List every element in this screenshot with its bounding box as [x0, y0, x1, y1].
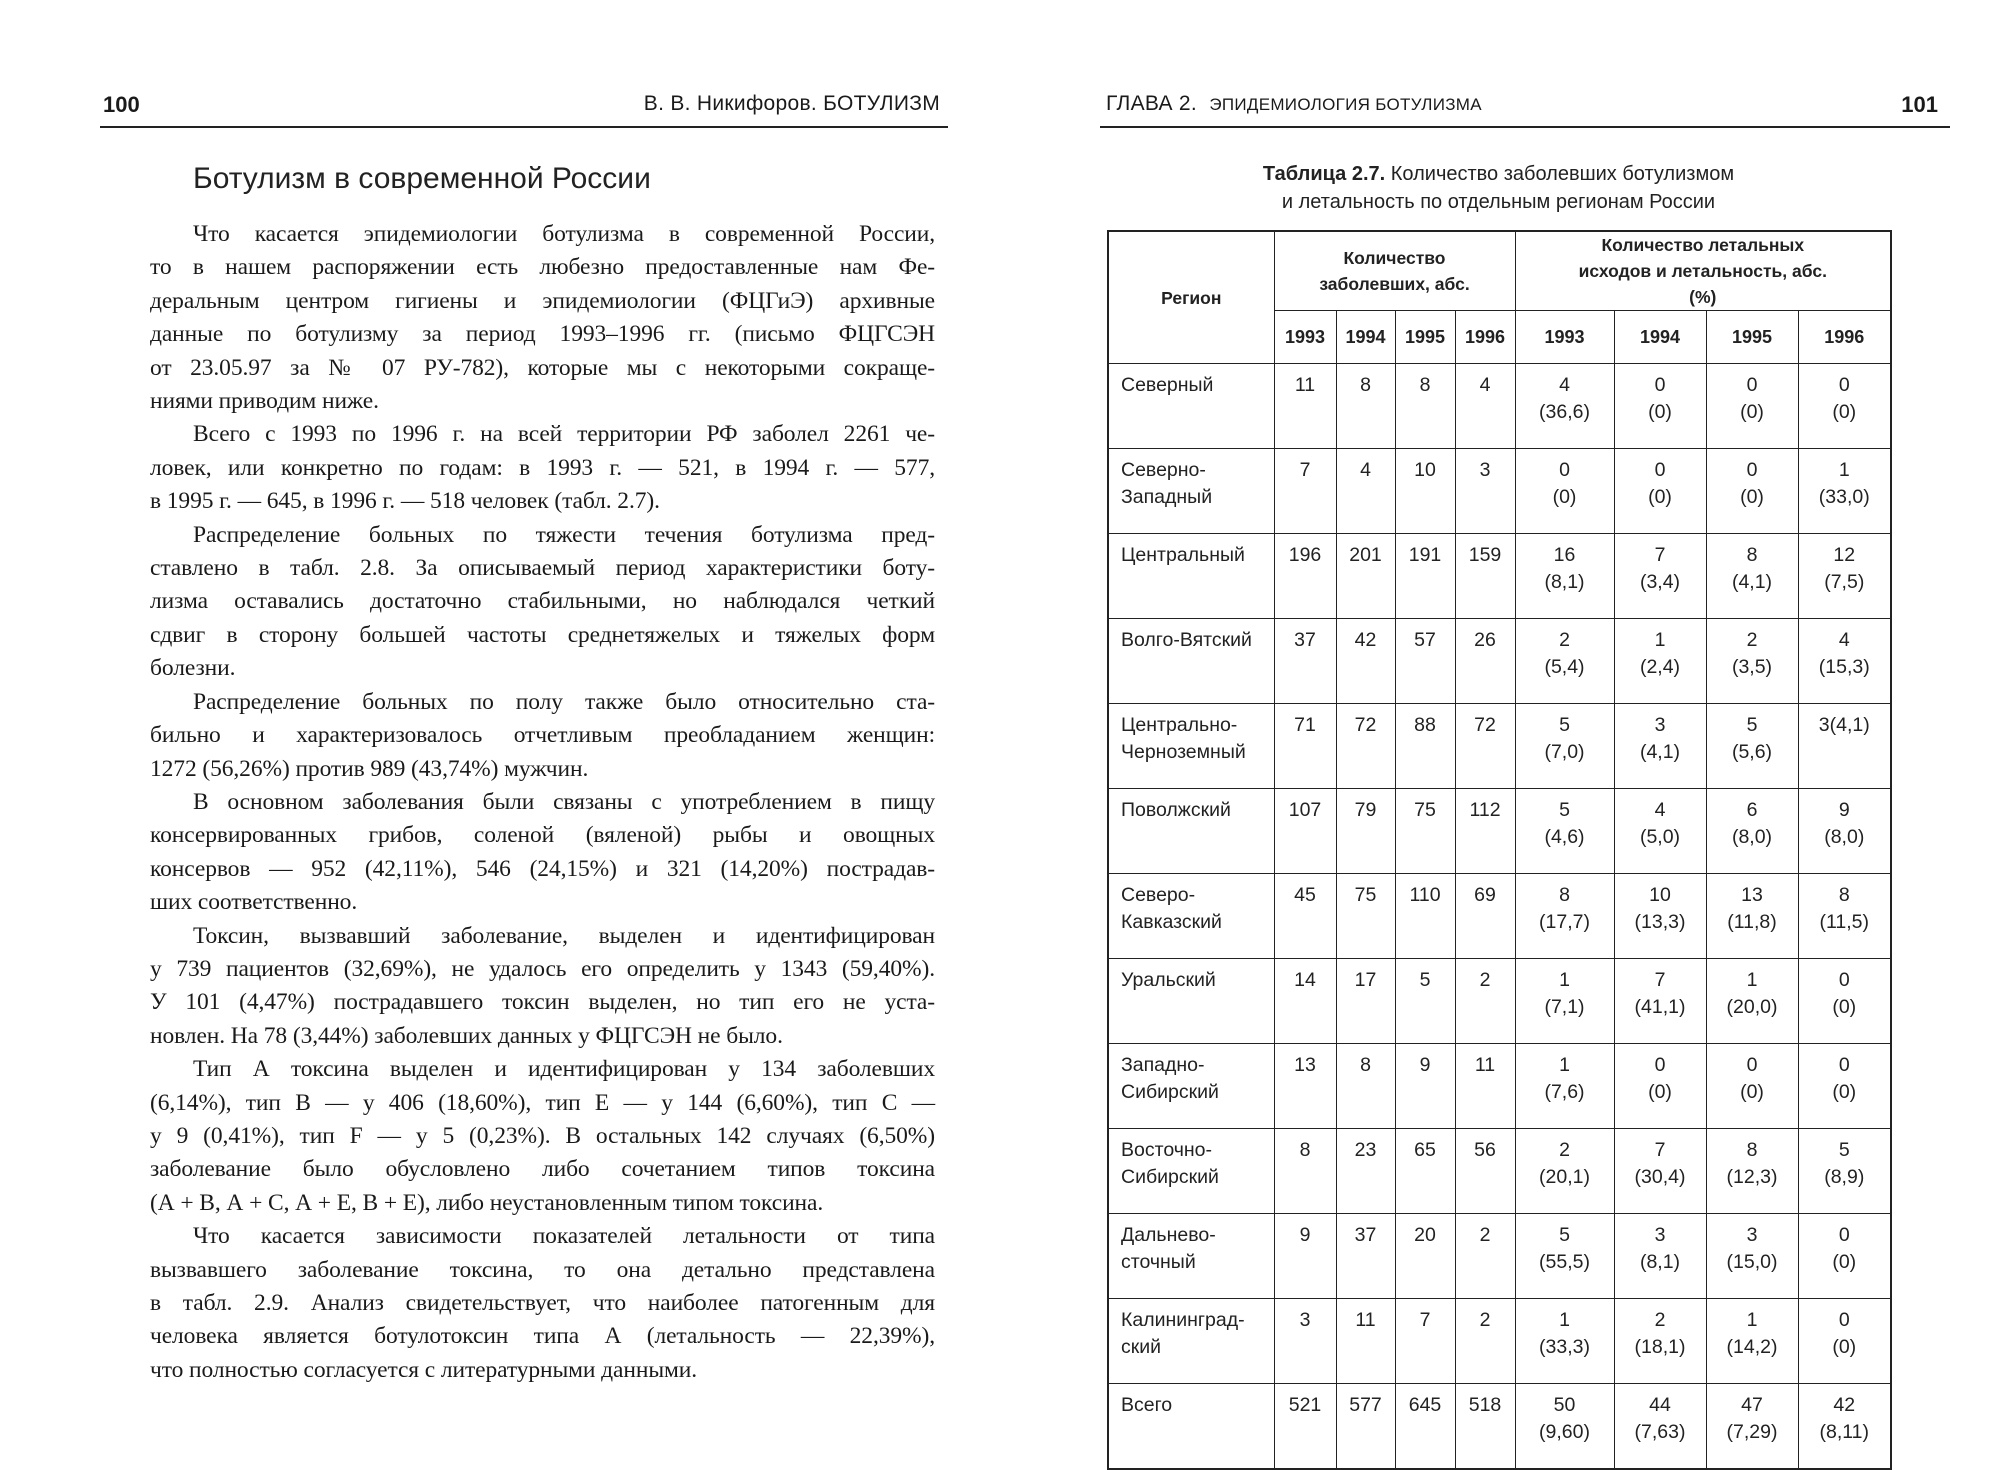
cases-cell: 4 [1336, 449, 1395, 534]
region-cell: Калининград- ский [1108, 1299, 1274, 1384]
cases-cell: 75 [1395, 789, 1455, 874]
deaths-cell: 5 (4,6) [1515, 789, 1614, 874]
deaths-cell: 0 (0) [1614, 1044, 1706, 1129]
deaths-cell: 1 (7,1) [1515, 959, 1614, 1044]
cases-cell: 2 [1455, 1214, 1515, 1299]
table-row [1108, 704, 1891, 789]
deaths-cell: 44 (7,63) [1614, 1384, 1706, 1470]
deaths-year-header: 1993 [1515, 311, 1614, 364]
deaths-cell: 7 (41,1) [1614, 959, 1706, 1044]
cases-cell: 577 [1336, 1384, 1395, 1470]
cases-cell: 3 [1455, 449, 1515, 534]
deaths-cell: 8 (11,5) [1798, 874, 1891, 959]
deaths-cell: 2 (3,5) [1706, 619, 1798, 704]
region-cell: Уральский [1108, 959, 1274, 1044]
deaths-cell: 7 (30,4) [1614, 1129, 1706, 1214]
deaths-cell: 3 (8,1) [1614, 1214, 1706, 1299]
text-line: данные по ботулизму за период 1993–1996 гг. (письмо ФЦГСЭН [150, 321, 935, 348]
deaths-cell: 1 (14,2) [1706, 1299, 1798, 1384]
cases-cell: 11 [1336, 1299, 1395, 1384]
deaths-cell: 13 (11,8) [1706, 874, 1798, 959]
text-line: Распределение больных по тяжести течения ботулизма пред- [193, 521, 935, 548]
table-row [1108, 1299, 1891, 1384]
table-row [1108, 1214, 1891, 1299]
cases-cell: 75 [1336, 874, 1395, 959]
cases-cell: 112 [1455, 789, 1515, 874]
cases-cell: 4 [1455, 364, 1515, 449]
deaths-cell: 2 (20,1) [1515, 1129, 1614, 1214]
region-cell: Волго-Вятский [1108, 619, 1274, 704]
deaths-cell: 0 (0) [1798, 364, 1891, 449]
text-line: У 101 (4,47%) пострадавшего токсин выделен, но тип его не уста- [150, 989, 935, 1016]
table-row [1108, 789, 1891, 874]
cases-year-header: 1994 [1336, 311, 1395, 364]
deaths-cell: 8 (4,1) [1706, 534, 1798, 619]
deaths-cell: 4 (36,6) [1515, 364, 1614, 449]
deaths-cell: 4 (15,3) [1798, 619, 1891, 704]
deaths-cell: 1 (33,3) [1515, 1299, 1614, 1384]
table-row [1108, 364, 1891, 449]
cases-cell: 56 [1455, 1129, 1515, 1214]
chapter-label: ГЛАВА 2. [1106, 92, 1198, 115]
deaths-cell: 0 (0) [1706, 364, 1798, 449]
cases-cell: 9 [1274, 1214, 1336, 1299]
caption-label: Таблица 2.7. [1262, 163, 1386, 185]
deaths-cell: 0 (0) [1798, 1299, 1891, 1384]
table-row [1108, 874, 1891, 959]
text-line: консервов — 952 (42,11%), 546 (24,15%) и 321 (14,20%) пострадав- [150, 855, 935, 882]
deaths-cell: 0 (0) [1706, 1044, 1798, 1129]
deaths-year-header: 1996 [1798, 311, 1891, 364]
cases-cell: 10 [1395, 449, 1455, 534]
paragraph [150, 418, 935, 518]
text-line: человека является ботулотоксин типа А (летальность — 22,39%), [150, 1323, 935, 1350]
table-row [1108, 1384, 1891, 1470]
body-text [150, 218, 935, 1387]
cases-cell: 2 [1455, 1299, 1515, 1384]
deaths-cell: 8 (12,3) [1706, 1129, 1798, 1214]
deaths-cell: 0 (0) [1798, 959, 1891, 1044]
deaths-cell: 8 (17,7) [1515, 874, 1614, 959]
cases-cell: 88 [1395, 704, 1455, 789]
cases-cell: 7 [1395, 1299, 1455, 1384]
region-cell: Северо- Кавказский [1108, 874, 1274, 959]
paragraph [150, 218, 935, 418]
cases-cell: 5 [1395, 959, 1455, 1044]
text-line: новлен. На 78 (3,44%) заболевших данных у ФЦГСЭН не было. [150, 1022, 783, 1049]
deaths-cell: 0 (0) [1798, 1214, 1891, 1299]
left-page-header [100, 90, 948, 128]
cases-cell: 518 [1455, 1384, 1515, 1470]
cases-cell: 191 [1395, 534, 1455, 619]
deaths-cell: 1 (2,4) [1614, 619, 1706, 704]
text-line: в табл. 2.9. Анализ свидетельствует, что наиболее патогенным для [150, 1290, 935, 1316]
text-line: Распределение больных по полу также было относительно ста- [193, 688, 935, 715]
text-line: от 23.05.97 за № 07 РУ-782), которые мы с некоторыми сокраще- [150, 354, 935, 381]
cases-cell: 645 [1395, 1384, 1455, 1470]
region-cell: Северно- Западный [1108, 449, 1274, 534]
cases-cell: 20 [1395, 1214, 1455, 1299]
cases-cell: 26 [1455, 619, 1515, 704]
table-row [1108, 959, 1891, 1044]
text-line: (А + В, А + С, А + Е, В + Е), либо неустановленным типом токсина. [150, 1189, 824, 1216]
cases-cell: 23 [1336, 1129, 1395, 1214]
text-line: консервированных грибов, соленой (вяленой) рыбы и овощных [150, 822, 935, 849]
deaths-cell: 6 (8,0) [1706, 789, 1798, 874]
text-line: бильно и характеризовалось отчетливым преобладанием женщин: [150, 722, 935, 749]
deaths-cell: 1 (7,6) [1515, 1044, 1614, 1129]
cases-year-header: 1995 [1395, 311, 1455, 364]
cases-cell: 8 [1336, 1044, 1395, 1129]
cases-cell: 45 [1274, 874, 1336, 959]
cases-cell: 69 [1455, 874, 1515, 959]
cases-cell: 2 [1455, 959, 1515, 1044]
chapter-title: ЭПИДЕМИОЛОГИЯ БОТУЛИЗМА [1209, 95, 1482, 114]
cases-cell: 201 [1336, 534, 1395, 619]
region-cell: Дальнево- сточный [1108, 1214, 1274, 1299]
cases-cell: 8 [1395, 364, 1455, 449]
cases-cell: 107 [1274, 789, 1336, 874]
cases-cell: 17 [1336, 959, 1395, 1044]
text-line: сдвиг в сторону большей частоты среднетяжелых и тяжелых форм [150, 621, 935, 648]
region-table [1107, 230, 1892, 1470]
deaths-cell: 0 (0) [1614, 364, 1706, 449]
region-cell: Западно- Сибирский [1108, 1044, 1274, 1129]
text-line: Всего с 1993 по 1996 г. на всей территории РФ заболел 2261 че- [193, 421, 935, 448]
deaths-cell: 1 (20,0) [1706, 959, 1798, 1044]
cases-cell: 9 [1395, 1044, 1455, 1129]
text-line: Токсин, вызвавший заболевание, выделен и идентифицирован [193, 922, 935, 949]
table-caption [1107, 160, 1890, 216]
table-row [1108, 1044, 1891, 1129]
deaths-cell: 5 (55,5) [1515, 1214, 1614, 1299]
deaths-cell: 0 (0) [1798, 1044, 1891, 1129]
deaths-cell: 1 (33,0) [1798, 449, 1891, 534]
page-number-right: 101 [1901, 92, 1938, 117]
right-page-header [1100, 90, 1950, 128]
page-number-left: 100 [103, 92, 140, 117]
header-deaths: Количество летальных исходов и летальность, абс. (%) [1515, 231, 1891, 311]
cases-cell: 196 [1274, 534, 1336, 619]
header-cases: Количество заболевших, абс. [1274, 231, 1515, 311]
deaths-cell: 3 (4,1) [1614, 704, 1706, 789]
region-cell: Всего [1108, 1384, 1274, 1470]
cases-cell: 42 [1336, 619, 1395, 704]
deaths-cell: 47 (7,29) [1706, 1384, 1798, 1470]
chapter-running-title [1106, 92, 1482, 116]
cases-cell: 11 [1274, 364, 1336, 449]
region-cell: Поволжский [1108, 789, 1274, 874]
caption-line-1: Количество заболевших ботулизмом [1390, 163, 1735, 185]
deaths-year-header: 1995 [1706, 311, 1798, 364]
deaths-cell: 12 (7,5) [1798, 534, 1891, 619]
text-line: (6,14%), тип В — у 406 (18,60%), тип Е — у 144 (6,60%), тип С — [150, 1089, 935, 1116]
text-line: болезни. [150, 655, 236, 682]
deaths-cell: 0 (0) [1614, 449, 1706, 534]
cases-cell: 37 [1336, 1214, 1395, 1299]
deaths-cell: 0 (0) [1706, 449, 1798, 534]
text-line: ниями приводим ниже. [150, 388, 379, 415]
deaths-cell: 16 (8,1) [1515, 534, 1614, 619]
cases-cell: 72 [1455, 704, 1515, 789]
cases-cell: 65 [1395, 1129, 1455, 1214]
text-line: 1272 (56,26%) против 989 (43,74%) мужчин. [150, 755, 589, 782]
cases-cell: 3 [1274, 1299, 1336, 1384]
table-row [1108, 1129, 1891, 1214]
region-cell: Северный [1108, 364, 1274, 449]
text-line: у 9 (0,41%), тип F — у 5 (0,23%). В остальных 142 случаях (6,50%) [150, 1122, 935, 1149]
paragraph [150, 1220, 935, 1387]
cases-year-header: 1996 [1455, 311, 1515, 364]
cases-cell: 37 [1274, 619, 1336, 704]
deaths-cell: 2 (18,1) [1614, 1299, 1706, 1384]
deaths-cell: 7 (3,4) [1614, 534, 1706, 619]
deaths-cell: 0 (0) [1515, 449, 1614, 534]
table-row [1108, 534, 1891, 619]
cases-cell: 71 [1274, 704, 1336, 789]
text-line: В основном заболевания были связаны с употреблением в пищу [193, 788, 935, 815]
cases-cell: 79 [1336, 789, 1395, 874]
paragraph [150, 786, 935, 920]
cases-cell: 521 [1274, 1384, 1336, 1470]
cases-cell: 13 [1274, 1044, 1336, 1129]
region-cell: Центрально- Черноземный [1108, 704, 1274, 789]
deaths-cell: 9 (8,0) [1798, 789, 1891, 874]
deaths-cell: 3 (15,0) [1706, 1214, 1798, 1299]
paragraph [150, 1053, 935, 1220]
deaths-cell: 42 (8,11) [1798, 1384, 1891, 1470]
cases-cell: 159 [1455, 534, 1515, 619]
paragraph [150, 920, 935, 1054]
region-cell: Восточно- Сибирский [1108, 1129, 1274, 1214]
cases-cell: 8 [1336, 364, 1395, 449]
deaths-cell: 10 (13,3) [1614, 874, 1706, 959]
text-line: Что касается эпидемиологии ботулизма в современной России, [193, 221, 935, 247]
deaths-cell: 5 (8,9) [1798, 1129, 1891, 1214]
cases-cell: 14 [1274, 959, 1336, 1044]
text-line: Тип А токсина выделен и идентифицирован у 134 заболевших [193, 1056, 935, 1083]
paragraph [150, 519, 935, 686]
text-line: деральным центром гигиены и эпидемиологии (ФЦГиЭ) архивные [150, 287, 935, 314]
text-line: лизма оставались достаточно стабильными, но наблюдался четкий [150, 588, 935, 615]
region-cell: Центральный [1108, 534, 1274, 619]
text-line: то в нашем распоряжении есть любезно предоставленные нам Фе- [150, 254, 935, 281]
header-region: Регион [1108, 231, 1274, 364]
text-line: ших соответственно. [150, 889, 358, 916]
deaths-cell: 5 (5,6) [1706, 704, 1798, 789]
section-heading: Ботулизм в современной России [193, 162, 651, 195]
text-line: заболевание было обусловлено либо сочетанием типов токсина [150, 1156, 935, 1183]
deaths-cell: 4 (5,0) [1614, 789, 1706, 874]
caption-line-2: и летальность по отдельным регионам России [1281, 191, 1716, 213]
deaths-cell: 50 (9,60) [1515, 1384, 1614, 1470]
deaths-year-header: 1994 [1614, 311, 1706, 364]
table-row [1108, 619, 1891, 704]
cases-cell: 7 [1274, 449, 1336, 534]
text-line: вызвавшего заболевание токсина, то она детально представлена [150, 1256, 935, 1283]
deaths-cell: 2 (5,4) [1515, 619, 1614, 704]
deaths-cell: 3(4,1) [1798, 704, 1891, 789]
cases-cell: 11 [1455, 1044, 1515, 1129]
cases-year-header: 1993 [1274, 311, 1336, 364]
cases-cell: 57 [1395, 619, 1455, 704]
deaths-cell: 5 (7,0) [1515, 704, 1614, 789]
text-line: ловек, или конкретно по годам: в 1993 г. — 521, в 1994 г. — 577, [150, 454, 935, 481]
cases-cell: 110 [1395, 874, 1455, 959]
text-line: Что касается зависимости показателей летальности от типа [193, 1223, 935, 1250]
text-line: у 739 пациентов (32,69%), не удалось его определить у 1343 (59,40%). [150, 955, 935, 982]
running-title: В. В. Никифоров. БОТУЛИЗМ [643, 92, 940, 115]
cases-cell: 8 [1274, 1129, 1336, 1214]
table-row [1108, 449, 1891, 534]
cases-cell: 72 [1336, 704, 1395, 789]
paragraph [150, 686, 935, 786]
text-line: в 1995 г. — 645, в 1996 г. — 518 человек (табл. 2.7). [150, 488, 660, 515]
text-line: ставлено в табл. 2.8. За описываемый период характеристики боту- [150, 555, 935, 582]
text-line: что полностью согласуется с литературными данными. [150, 1356, 698, 1383]
